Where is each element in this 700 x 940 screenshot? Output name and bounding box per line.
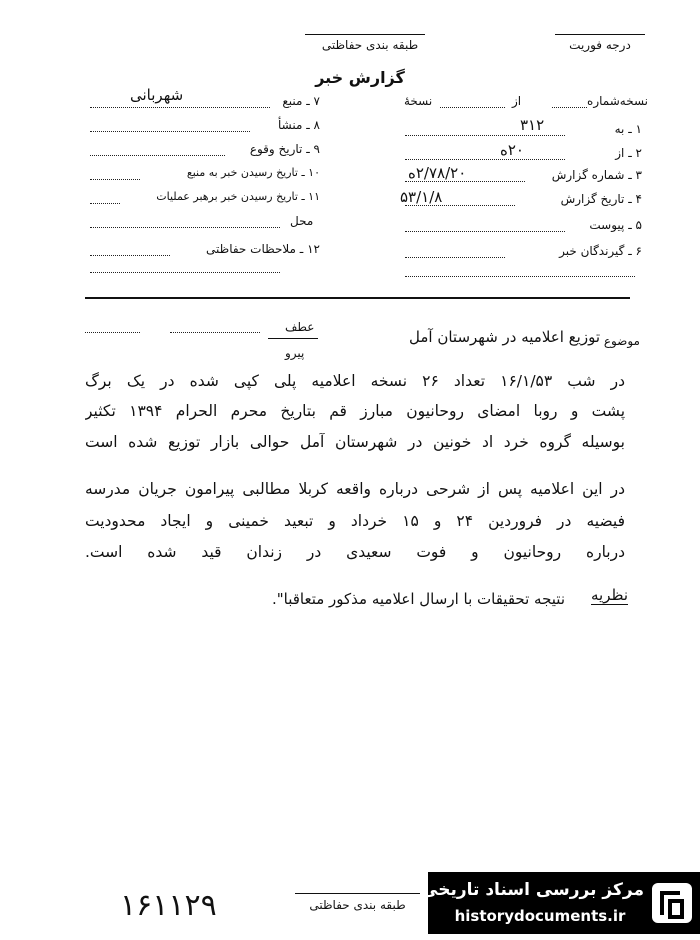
report-number-value: ۲/۷۸/۲۰ه [408, 164, 467, 182]
occurrence-date-dots [90, 155, 225, 156]
source-label: ۷ ـ منبع [282, 94, 320, 108]
source-received-date-dots [90, 179, 140, 180]
security-notes-label: ۱۲ ـ ملاحظات حفاظتی [206, 242, 320, 256]
leader-received-date-label: ۱۱ ـ تاریخ رسیدن خبر برهبر عملیات [156, 190, 320, 203]
subject-label: موضوع [603, 334, 640, 348]
leader-received-date-dots [90, 203, 120, 204]
origin-label: ۸ ـ منشأ [277, 118, 320, 132]
header-separator [85, 297, 630, 299]
report-date-value: ۵۳/۱/۸ [400, 188, 443, 206]
field-to-value: ۳۱۲ [520, 116, 545, 134]
security-notes-dots-2 [90, 272, 280, 273]
classification-line-top [305, 34, 425, 35]
field-from-label: ۲ ـ از [615, 146, 642, 160]
classification-label-bottom: طبقه بندی حفاظتی [309, 898, 406, 912]
field-from-dots [405, 159, 565, 160]
report-date-label: ۴ ـ تاریخ گزارش [560, 192, 642, 206]
field-to-dots [405, 135, 565, 136]
recipients-dots-2 [405, 276, 635, 277]
opinion-text: نتیجه تحقیقات با ارسال اعلامیه مذکور متعاقبا". [271, 590, 565, 608]
classification-line-bottom [295, 893, 420, 894]
document-center-logo-icon [648, 877, 696, 929]
recipients-label: ۶ ـ گیرندگان خبر [559, 244, 642, 258]
body-line-4: در این اعلامیه پس از شرحی درباره واقعه کربلا مطالبی پیرامون جریان مدرسه [85, 480, 625, 498]
security-notes-dots [90, 255, 170, 256]
archive-number: ۱۶۱۱۲۹ [120, 888, 217, 923]
follow-up-label: پیرو [285, 346, 305, 360]
copy-version-label: نسخهٔ [404, 94, 433, 108]
body-line-6: درباره روحانیون و فوت سعیدی در زندان قید شده است. [85, 543, 625, 561]
location-dots [90, 227, 280, 228]
recipients-dots [405, 257, 505, 258]
watermark-name: مرکز بررسی اسناد تاریخی [421, 880, 644, 900]
attachment-dots [405, 231, 565, 232]
body-line-3: بوسیله گروه خرد اد خونین در شهرستان آمل حوالی بازار توزیع شده است [85, 433, 625, 451]
classification-label-top: طبقه بندی حفاظتی [321, 38, 419, 52]
priority-line [555, 34, 645, 35]
reference-dots-2 [85, 332, 140, 333]
copy-from-dots [440, 107, 505, 108]
copy-number-dots [552, 107, 587, 108]
body-line-2: پشت و روبا امضای روحانیون مبارز قم بتاریخ محرم الحرام ۱۳۹۴ تکثیر [85, 402, 625, 420]
origin-dots [90, 131, 250, 132]
copy-number-label: نسخه‌شماره [587, 94, 648, 108]
location-label: محل [290, 214, 314, 228]
body-line-1: در شب ۱۶/۱/۵۳ تعداد ۲۶ نسخه اعلامیه پلی کپی شده در یک برگ [85, 372, 625, 390]
body-line-5: فیضیه در فروردین ۲۴ و ۱۵ خرداد و تبعید خمینی و ایجاد محدودیت [85, 512, 625, 530]
reference-divider [268, 338, 318, 339]
field-from-value: ۲۰ه [500, 141, 524, 159]
priority-label: درجه فوریت [569, 38, 631, 52]
opinion-label: نظریه [591, 586, 628, 604]
source-value: شهربانی [130, 86, 184, 104]
page-title: گزارش خبر [315, 68, 405, 87]
report-number-label: ۳ ـ شماره گزارش [551, 168, 642, 182]
watermark-banner [421, 872, 700, 934]
field-to-label: ۱ ـ به [614, 122, 642, 136]
reference-label: عطف [285, 320, 315, 334]
watermark-url: historydocuments.ir [454, 907, 626, 925]
source-dots [90, 107, 270, 108]
attachment-label: ۵ ـ پیوست [589, 218, 642, 232]
occurrence-date-label: ۹ ـ تاریخ وقوع [249, 142, 320, 156]
reference-dots [170, 332, 260, 333]
copy-from-label: از [512, 94, 522, 108]
subject-value: توزیع اعلامیه در شهرستان آمل [409, 328, 600, 346]
source-received-date-label: ۱۰ ـ تاریخ رسیدن خبر به منبع [186, 166, 320, 179]
